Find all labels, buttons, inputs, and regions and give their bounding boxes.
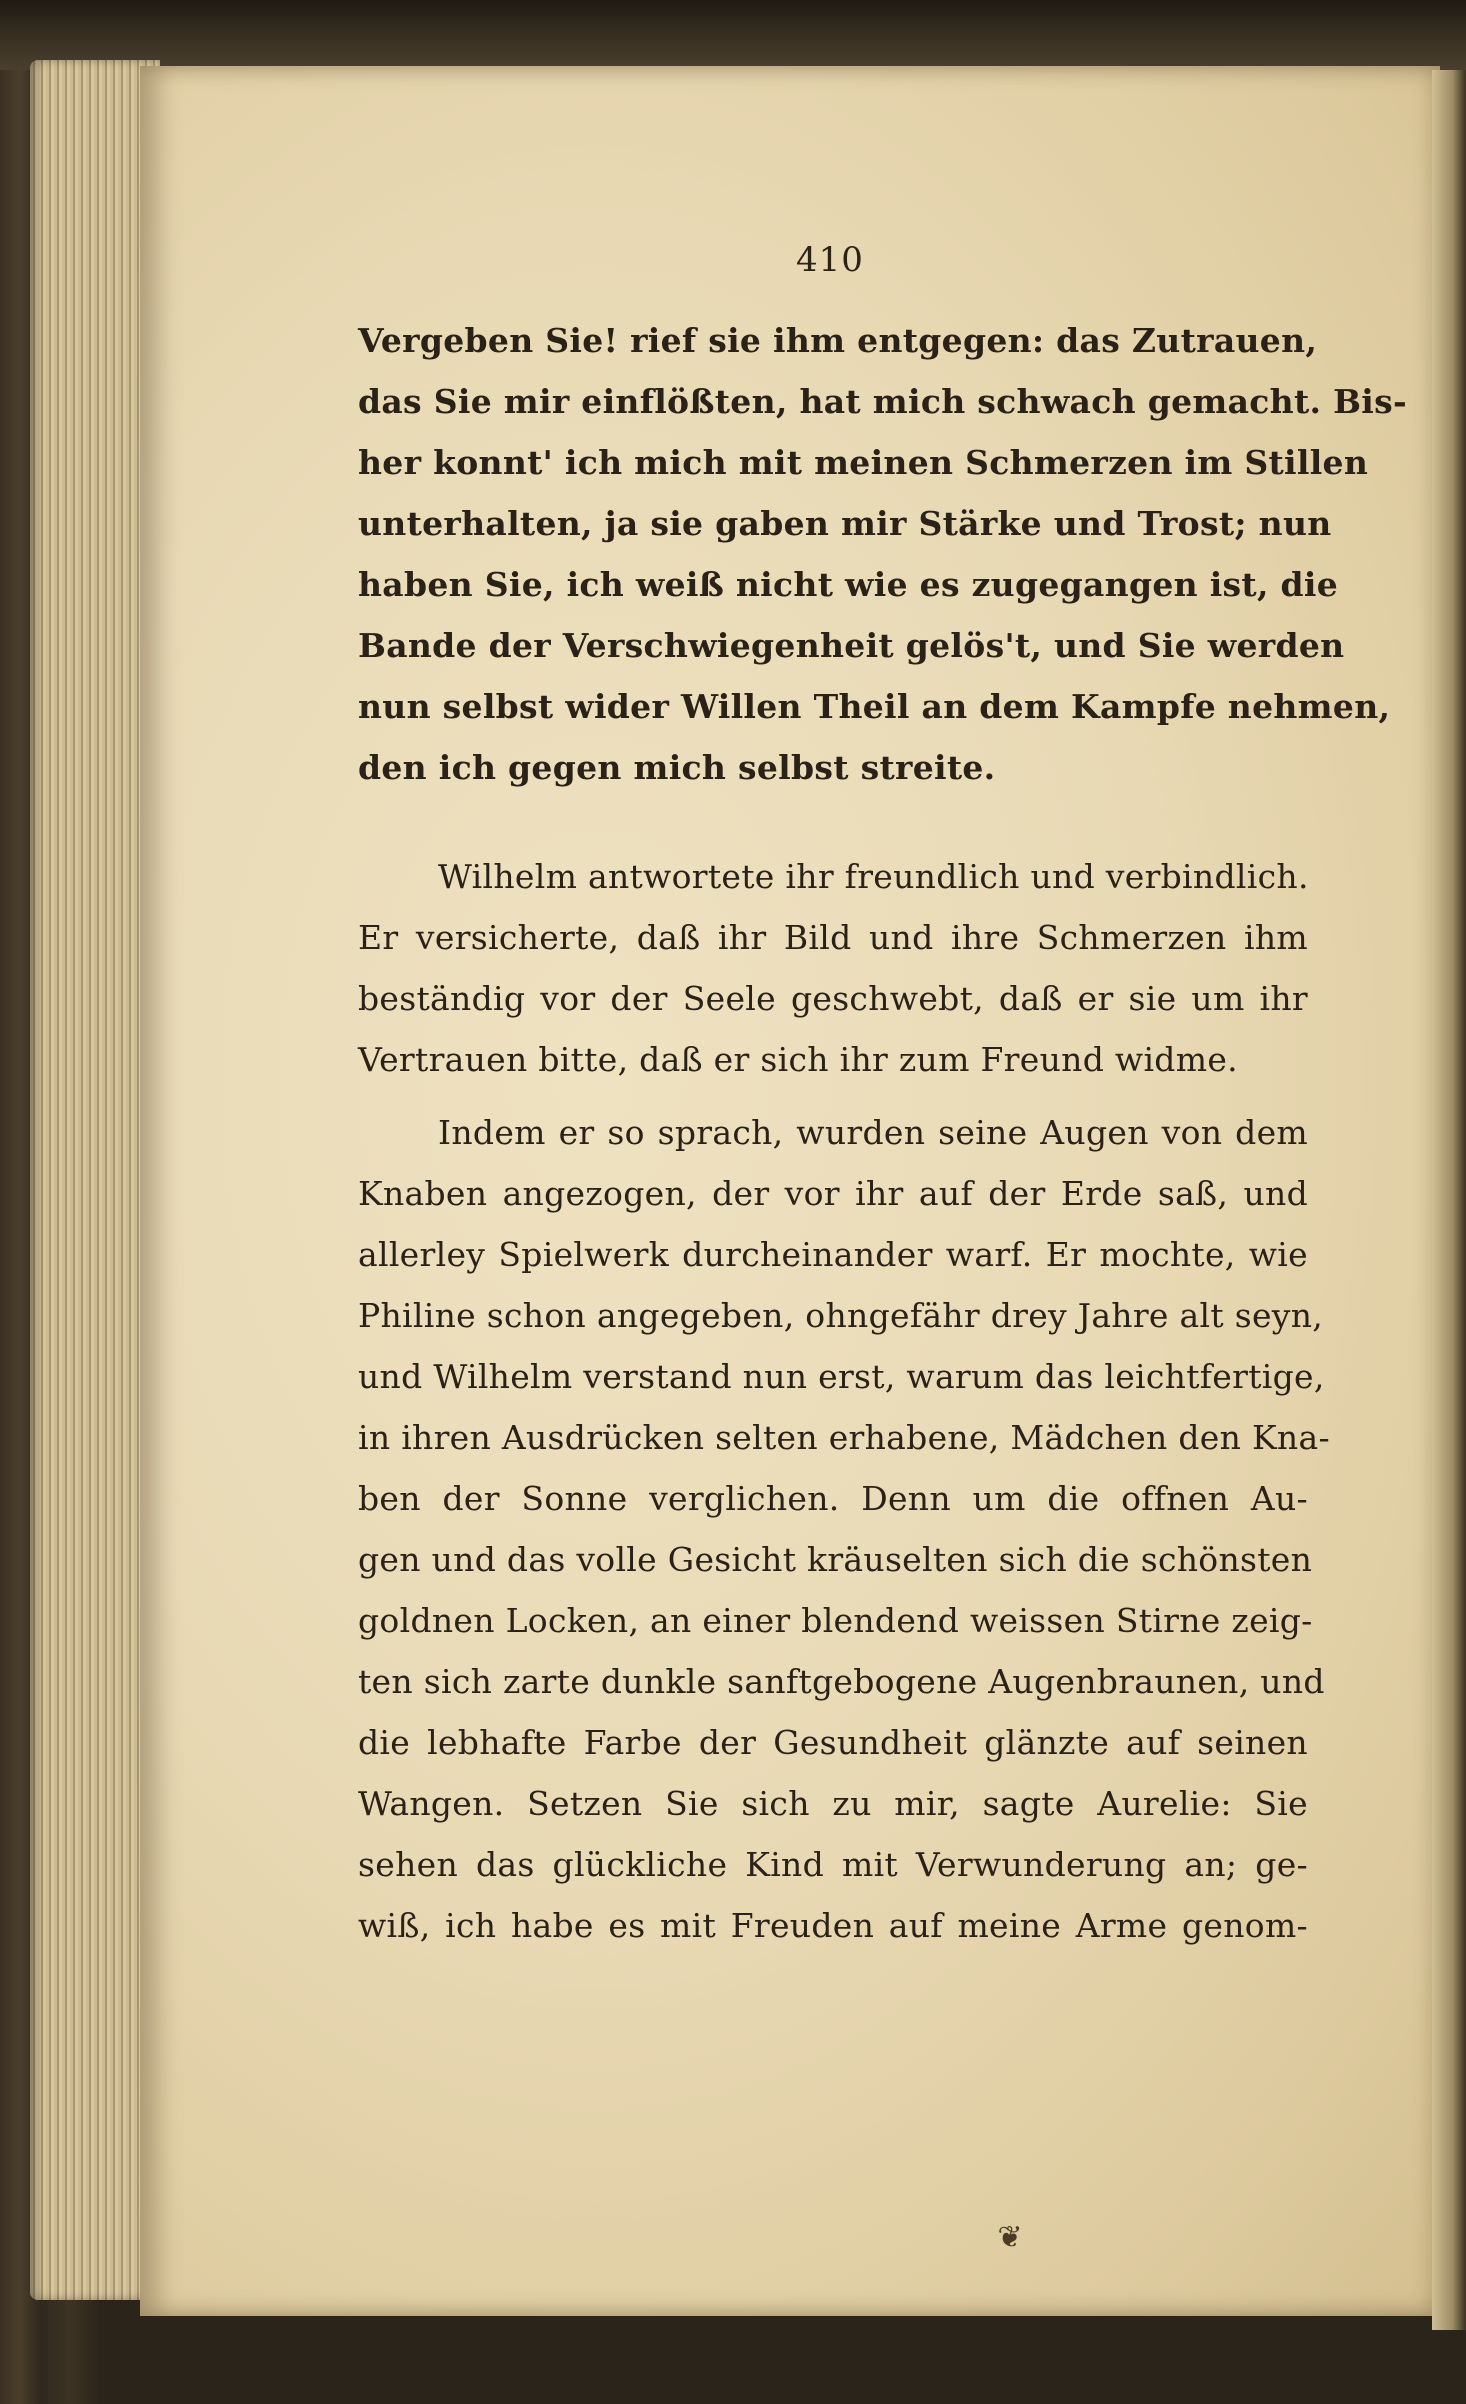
text-line: das Sie mir einflößten, hat mich schwach gemacht. Bis- <box>358 382 1407 421</box>
text-line: in ihren Ausdrücken selten erhabene, Mädchen den Kna- <box>358 1418 1330 1457</box>
text-line: goldnen Locken, an einer blendend weissen Stirne zeig- <box>358 1601 1313 1640</box>
text-line: ben der Sonne verglichen. Denn um die offnen Au- <box>358 1479 1308 1518</box>
body-text <box>358 310 1407 1956</box>
text-line: allerley Spielwerk durcheinander warf. Er mochte, wie <box>358 1235 1308 1274</box>
book-right-edge <box>1432 70 1466 2330</box>
text-line: und Wilhelm verstand nun erst, warum das leichtfertige, <box>358 1357 1325 1396</box>
text-line: nun selbst wider Willen Theil an dem Kampfe nehmen, <box>358 687 1391 726</box>
text-line: Wilhelm antwortete ihr freundlich und verbindlich. <box>438 857 1309 896</box>
text-line: haben Sie, ich weiß nicht wie es zugegangen ist, die <box>358 565 1339 604</box>
text-line: Wangen. Setzen Sie sich zu mir, sagte Aurelie: Sie <box>358 1784 1308 1823</box>
text-line: Philine schon angegeben, ohngefähr drey Jahre alt seyn, <box>358 1296 1324 1335</box>
text-line: Knaben angezogen, der vor ihr auf der Erde saß, und <box>358 1174 1308 1213</box>
text-line: Vergeben Sie! rief sie ihm entgegen: das Zutrauen, <box>358 321 1318 360</box>
text-line: Vertrauen bitte, daß er sich ihr zum Freund widme. <box>358 1040 1238 1079</box>
text-line: unterhalten, ja sie gaben mir Stärke und Trost; nun <box>358 504 1332 543</box>
text-line: die lebhafte Farbe der Gesundheit glänzte auf seinen <box>358 1723 1308 1762</box>
page-number: 410 <box>796 240 864 280</box>
text-line: her konnt' ich mich mit meinen Schmerzen im Stillen <box>358 443 1369 482</box>
text-line: beständig vor der Seele geschwebt, daß er sie um ihr <box>358 979 1308 1018</box>
text-line: Indem er so sprach, wurden seine Augen von dem <box>438 1113 1308 1152</box>
text-line: den ich gegen mich selbst streite. <box>358 748 996 787</box>
text-line: sehen das glückliche Kind mit Verwunderung an; ge- <box>358 1845 1308 1884</box>
book-top-edge <box>0 0 1466 70</box>
text-line: Bande der Verschwiegenheit gelös't, und Sie werden <box>358 626 1345 665</box>
text-line: wiß, ich habe es mit Freuden auf meine Arme genom- <box>358 1906 1308 1945</box>
text-line: gen und das volle Gesicht kräuselten sich die schönsten <box>358 1540 1313 1579</box>
text-line: ten sich zarte dunkle sanftgebogene Augenbraunen, und <box>358 1662 1325 1701</box>
text-line: Er versicherte, daß ihr Bild und ihre Schmerzen ihm <box>358 918 1308 957</box>
ornament-icon: ❦ <box>997 2220 1023 2255</box>
